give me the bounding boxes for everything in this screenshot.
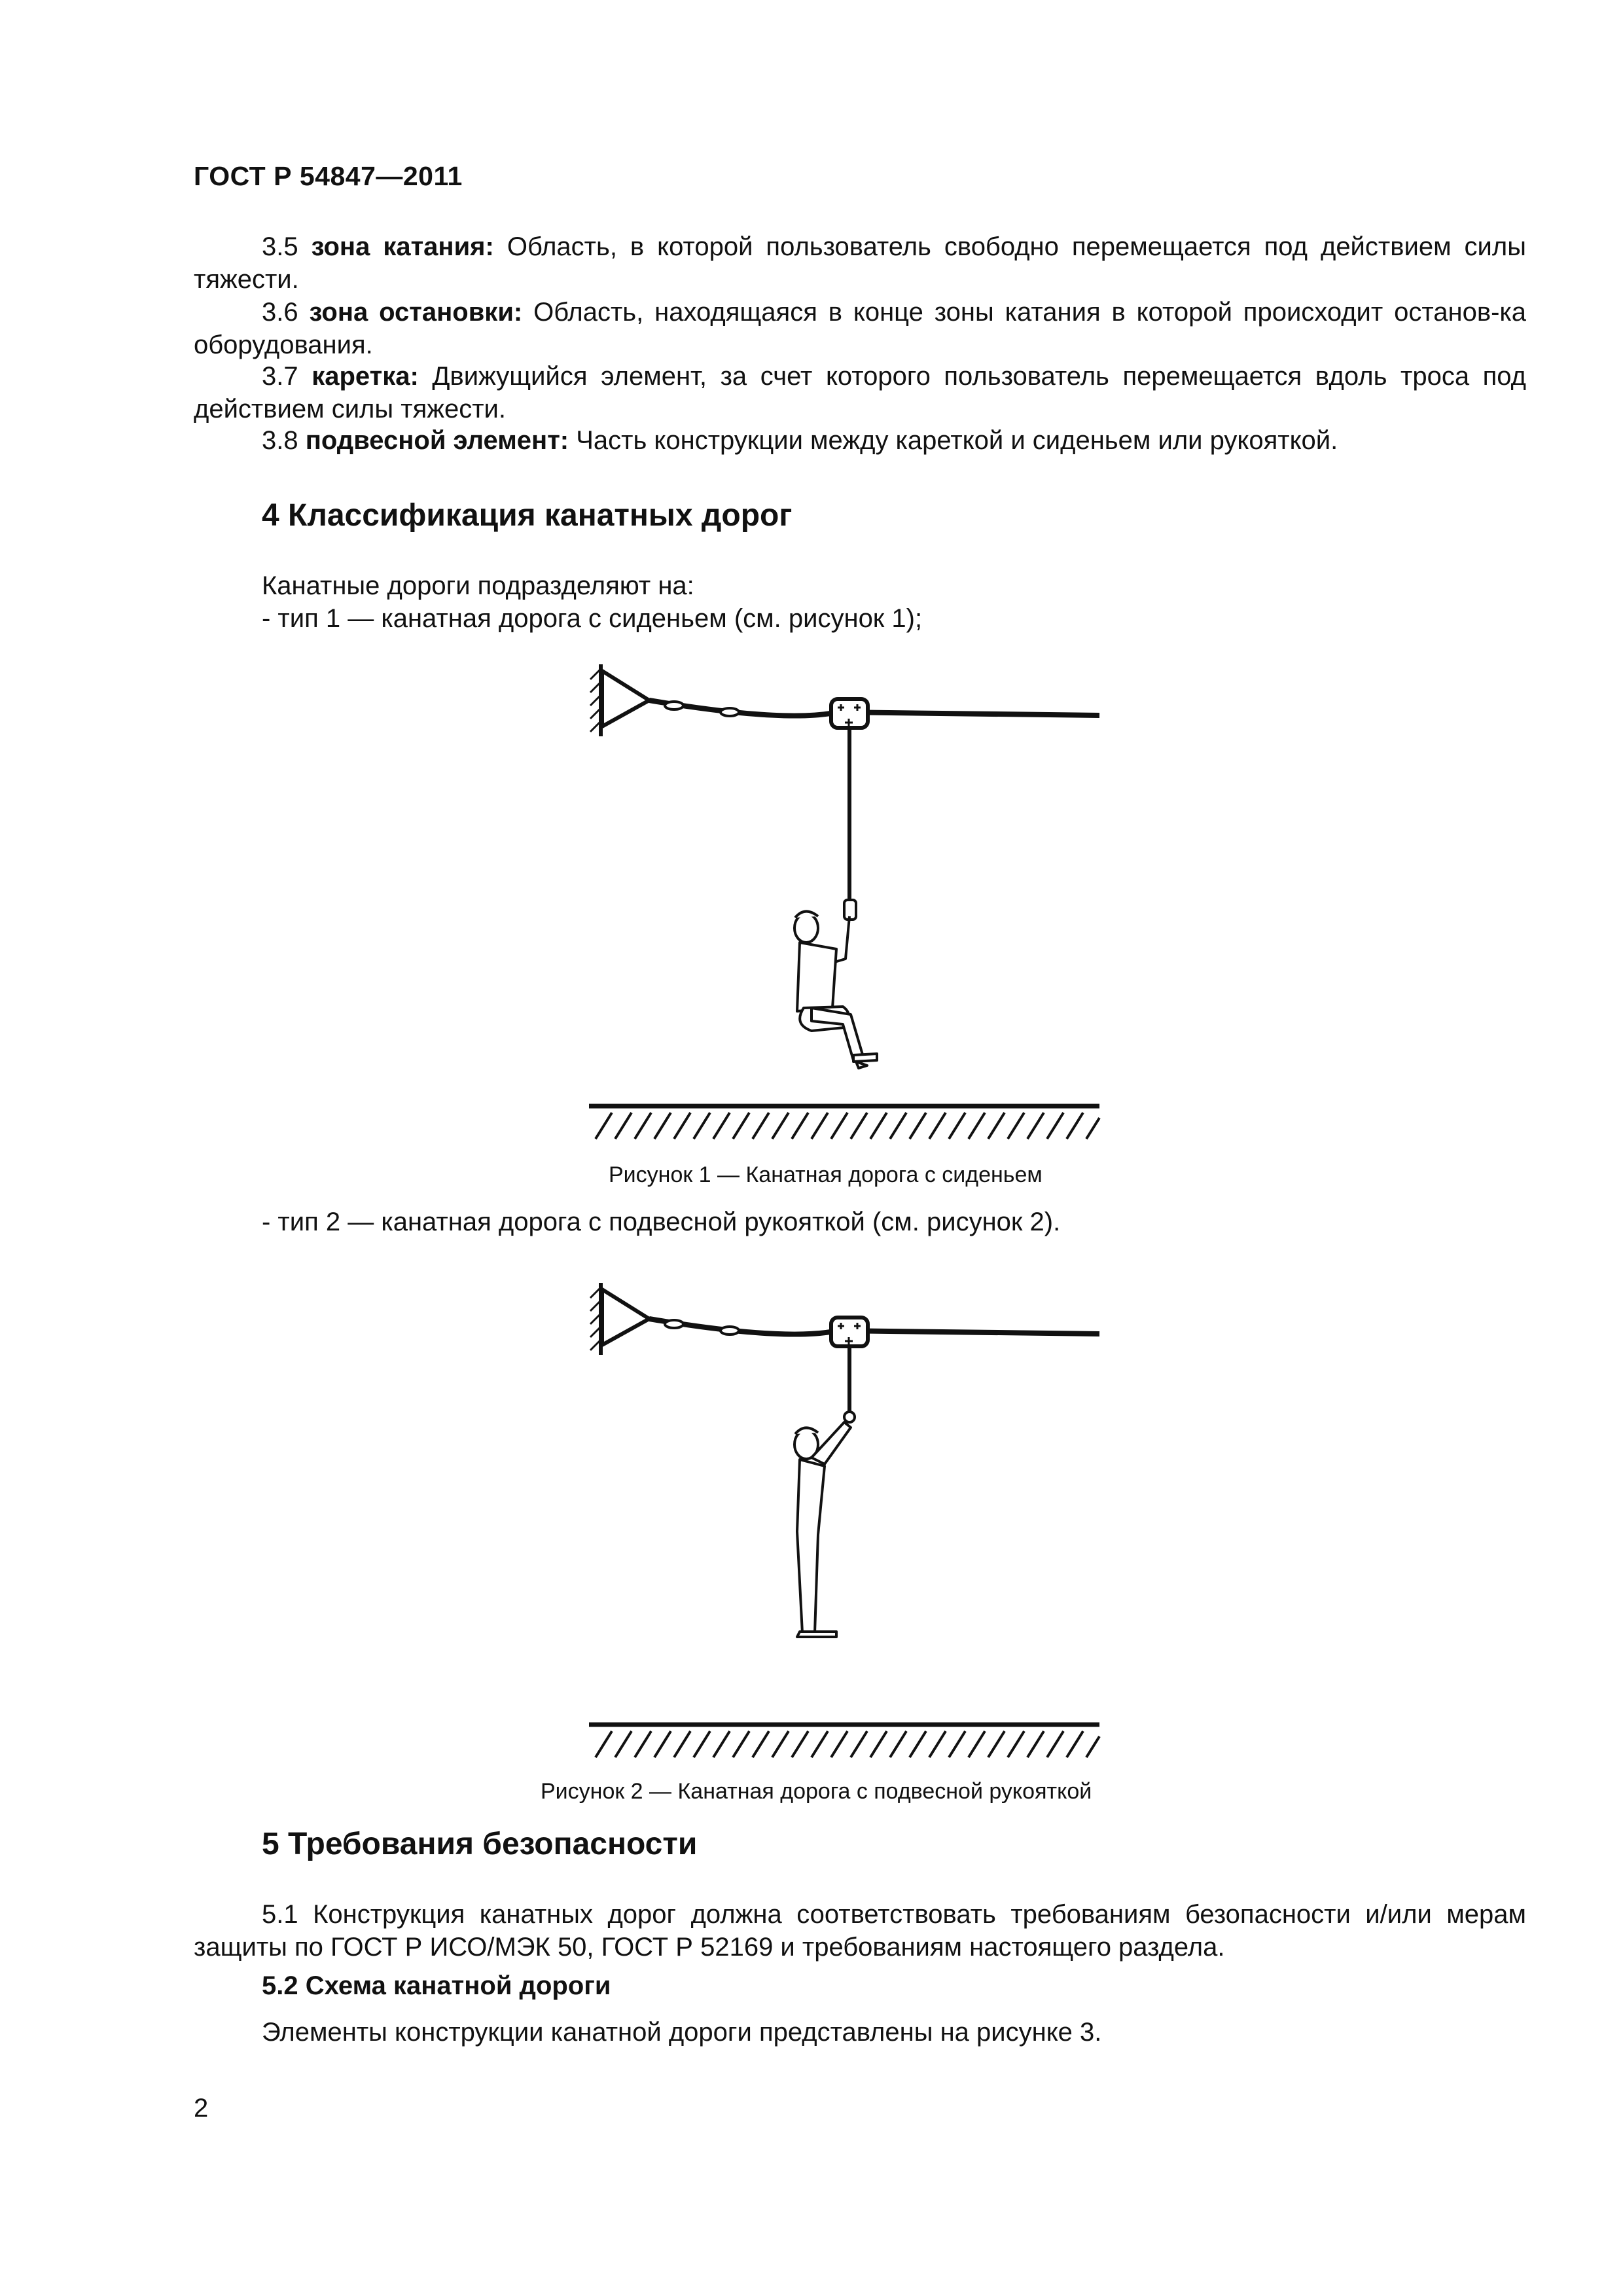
section-4-heading: 4 Классификация канатных дорог [262, 498, 793, 533]
standing-person [794, 1422, 851, 1637]
cable [649, 700, 1099, 716]
definition-number: 3.7 [262, 362, 298, 391]
definition-text: Область, находящаяся в конце зоны катания в которой происходит останов-ка оборудования. [194, 298, 1527, 359]
paragraph-5-2: Элементы конструкции канатной дороги представлены на рисунке 3. [262, 2018, 1102, 2047]
paragraph-text: Конструкция канатных дорог должна соответствовать требованиям безопасности и/или мерам защиты по ГОСТ Р ИСО/МЭК 50, ГОСТ Р 52169 и требованиям настоящего раздела. [194, 1900, 1527, 1962]
subsection-5-2-heading: 5.2 Схема канатной дороги [262, 1971, 611, 2000]
figure-1-seat-zipline [589, 655, 1113, 1139]
definition-3-6 [194, 296, 1526, 361]
definition-text: Движущийся элемент, за счет которого пользователь перемещается вдоль троса под действием силы тяжести. [194, 362, 1526, 423]
paragraph-number: 5.1 [262, 1900, 298, 1929]
figure-2-caption: Рисунок 2 — Канатная дорога с подвесной рукояткой [541, 1779, 1092, 1804]
trolley [831, 699, 868, 728]
list-item-type-2: - тип 2 — канатная дорога с подвесной рукояткой (см. рисунок 2). [262, 1208, 1061, 1236]
figure-1-caption: Рисунок 1 — Канатная дорога с сиденьем [609, 1162, 1043, 1187]
wall-anchor [590, 1283, 649, 1355]
definition-number: 3.5 [262, 232, 298, 261]
document-code: ГОСТ Р 54847—2011 [194, 161, 463, 191]
figure-2-handle-zipline [589, 1273, 1113, 1757]
seated-person [794, 900, 877, 1068]
definition-3-5 [194, 230, 1526, 296]
definition-term: каретка: [312, 362, 419, 391]
definition-number: 3.8 [262, 426, 298, 455]
definition-3-8 [194, 424, 1526, 457]
wall-anchor [590, 664, 649, 736]
definition-text: Область, в которой пользователь свободно перемещается под действием силы тяжести. [194, 232, 1526, 294]
ground-hatch [589, 1106, 1099, 1139]
trolley [831, 1318, 868, 1346]
definition-term: зона остановки: [309, 298, 523, 327]
cable [649, 1319, 1099, 1335]
list-item-type-1: - тип 1 — канатная дорога с сиденьем (см. рисунок 1); [262, 604, 923, 633]
section-5-heading: 5 Требования безопасности [262, 1827, 698, 1861]
section-4-intro: Канатные дороги подразделяют на: [262, 571, 694, 600]
paragraph-5-1 [194, 1898, 1526, 1964]
definition-text: Часть конструкции между кареткой и сиденьем или рукояткой. [576, 426, 1338, 455]
ground-hatch [589, 1725, 1099, 1757]
page-number: 2 [194, 2094, 209, 2123]
definition-number: 3.6 [262, 298, 298, 327]
definition-term: зона катания: [311, 232, 494, 261]
definition-3-7 [194, 360, 1526, 425]
definition-term: подвесной элемент: [305, 426, 569, 455]
handle-knob [844, 1412, 855, 1422]
